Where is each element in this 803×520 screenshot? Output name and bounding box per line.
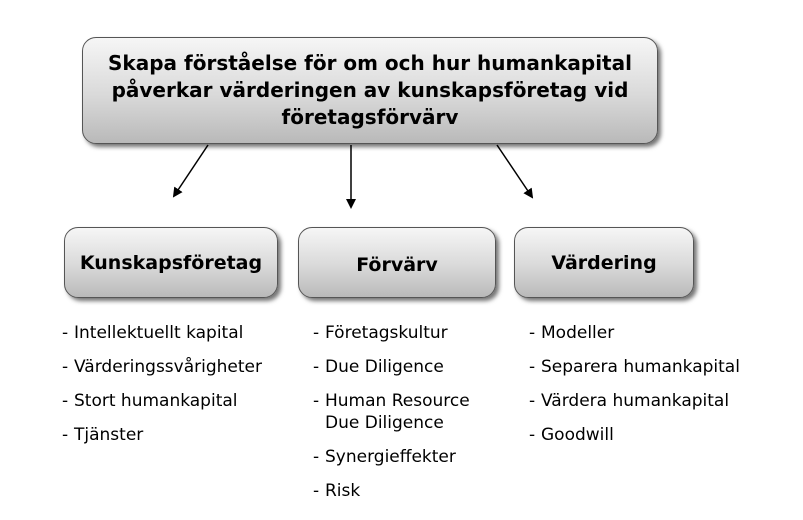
list-item: - Separera humankapital (529, 356, 740, 378)
list-item: - Tjänster (62, 424, 262, 446)
arrow-to-kunskapsforetag (174, 145, 208, 196)
main-goal-line: påverkar värderingen av kunskapsföretag vid (111, 78, 629, 102)
main-goal-line: Skapa förståelse för om och hur humankapital (108, 51, 632, 75)
list-item: - Risk (313, 480, 470, 502)
list-item: - Goodwill (529, 424, 740, 446)
vardering-box (514, 227, 694, 298)
list-item: - Modeller (529, 322, 740, 344)
list-item: - Värderingssvårigheter (62, 356, 262, 378)
main-goal-text (108, 50, 632, 131)
forvarv-list (313, 322, 470, 514)
list-item: - Stort humankapital (62, 390, 262, 412)
forvarv-box (298, 227, 496, 298)
vardering-title: Värdering (551, 251, 657, 274)
kunskapsforetag-list (62, 322, 262, 458)
kunskapsforetag-title: Kunskapsföretag (79, 251, 263, 274)
arrow-to-vardering (497, 145, 532, 197)
kunskapsforetag-box (64, 227, 278, 298)
list-item: - Synergieffekter (313, 446, 470, 468)
list-item: - Intellektuellt kapital (62, 322, 262, 344)
list-item: - Due Diligence (313, 356, 470, 378)
main-goal-box (82, 37, 658, 144)
list-item: - Företagskultur (313, 322, 470, 344)
forvarv-title: Förvärv (356, 254, 438, 276)
vardering-list (529, 322, 740, 458)
main-goal-line: företagsförvärv (281, 105, 459, 129)
list-item: - Värdera humankapital (529, 390, 740, 412)
list-item: - Human Resource Due Diligence (313, 390, 470, 434)
